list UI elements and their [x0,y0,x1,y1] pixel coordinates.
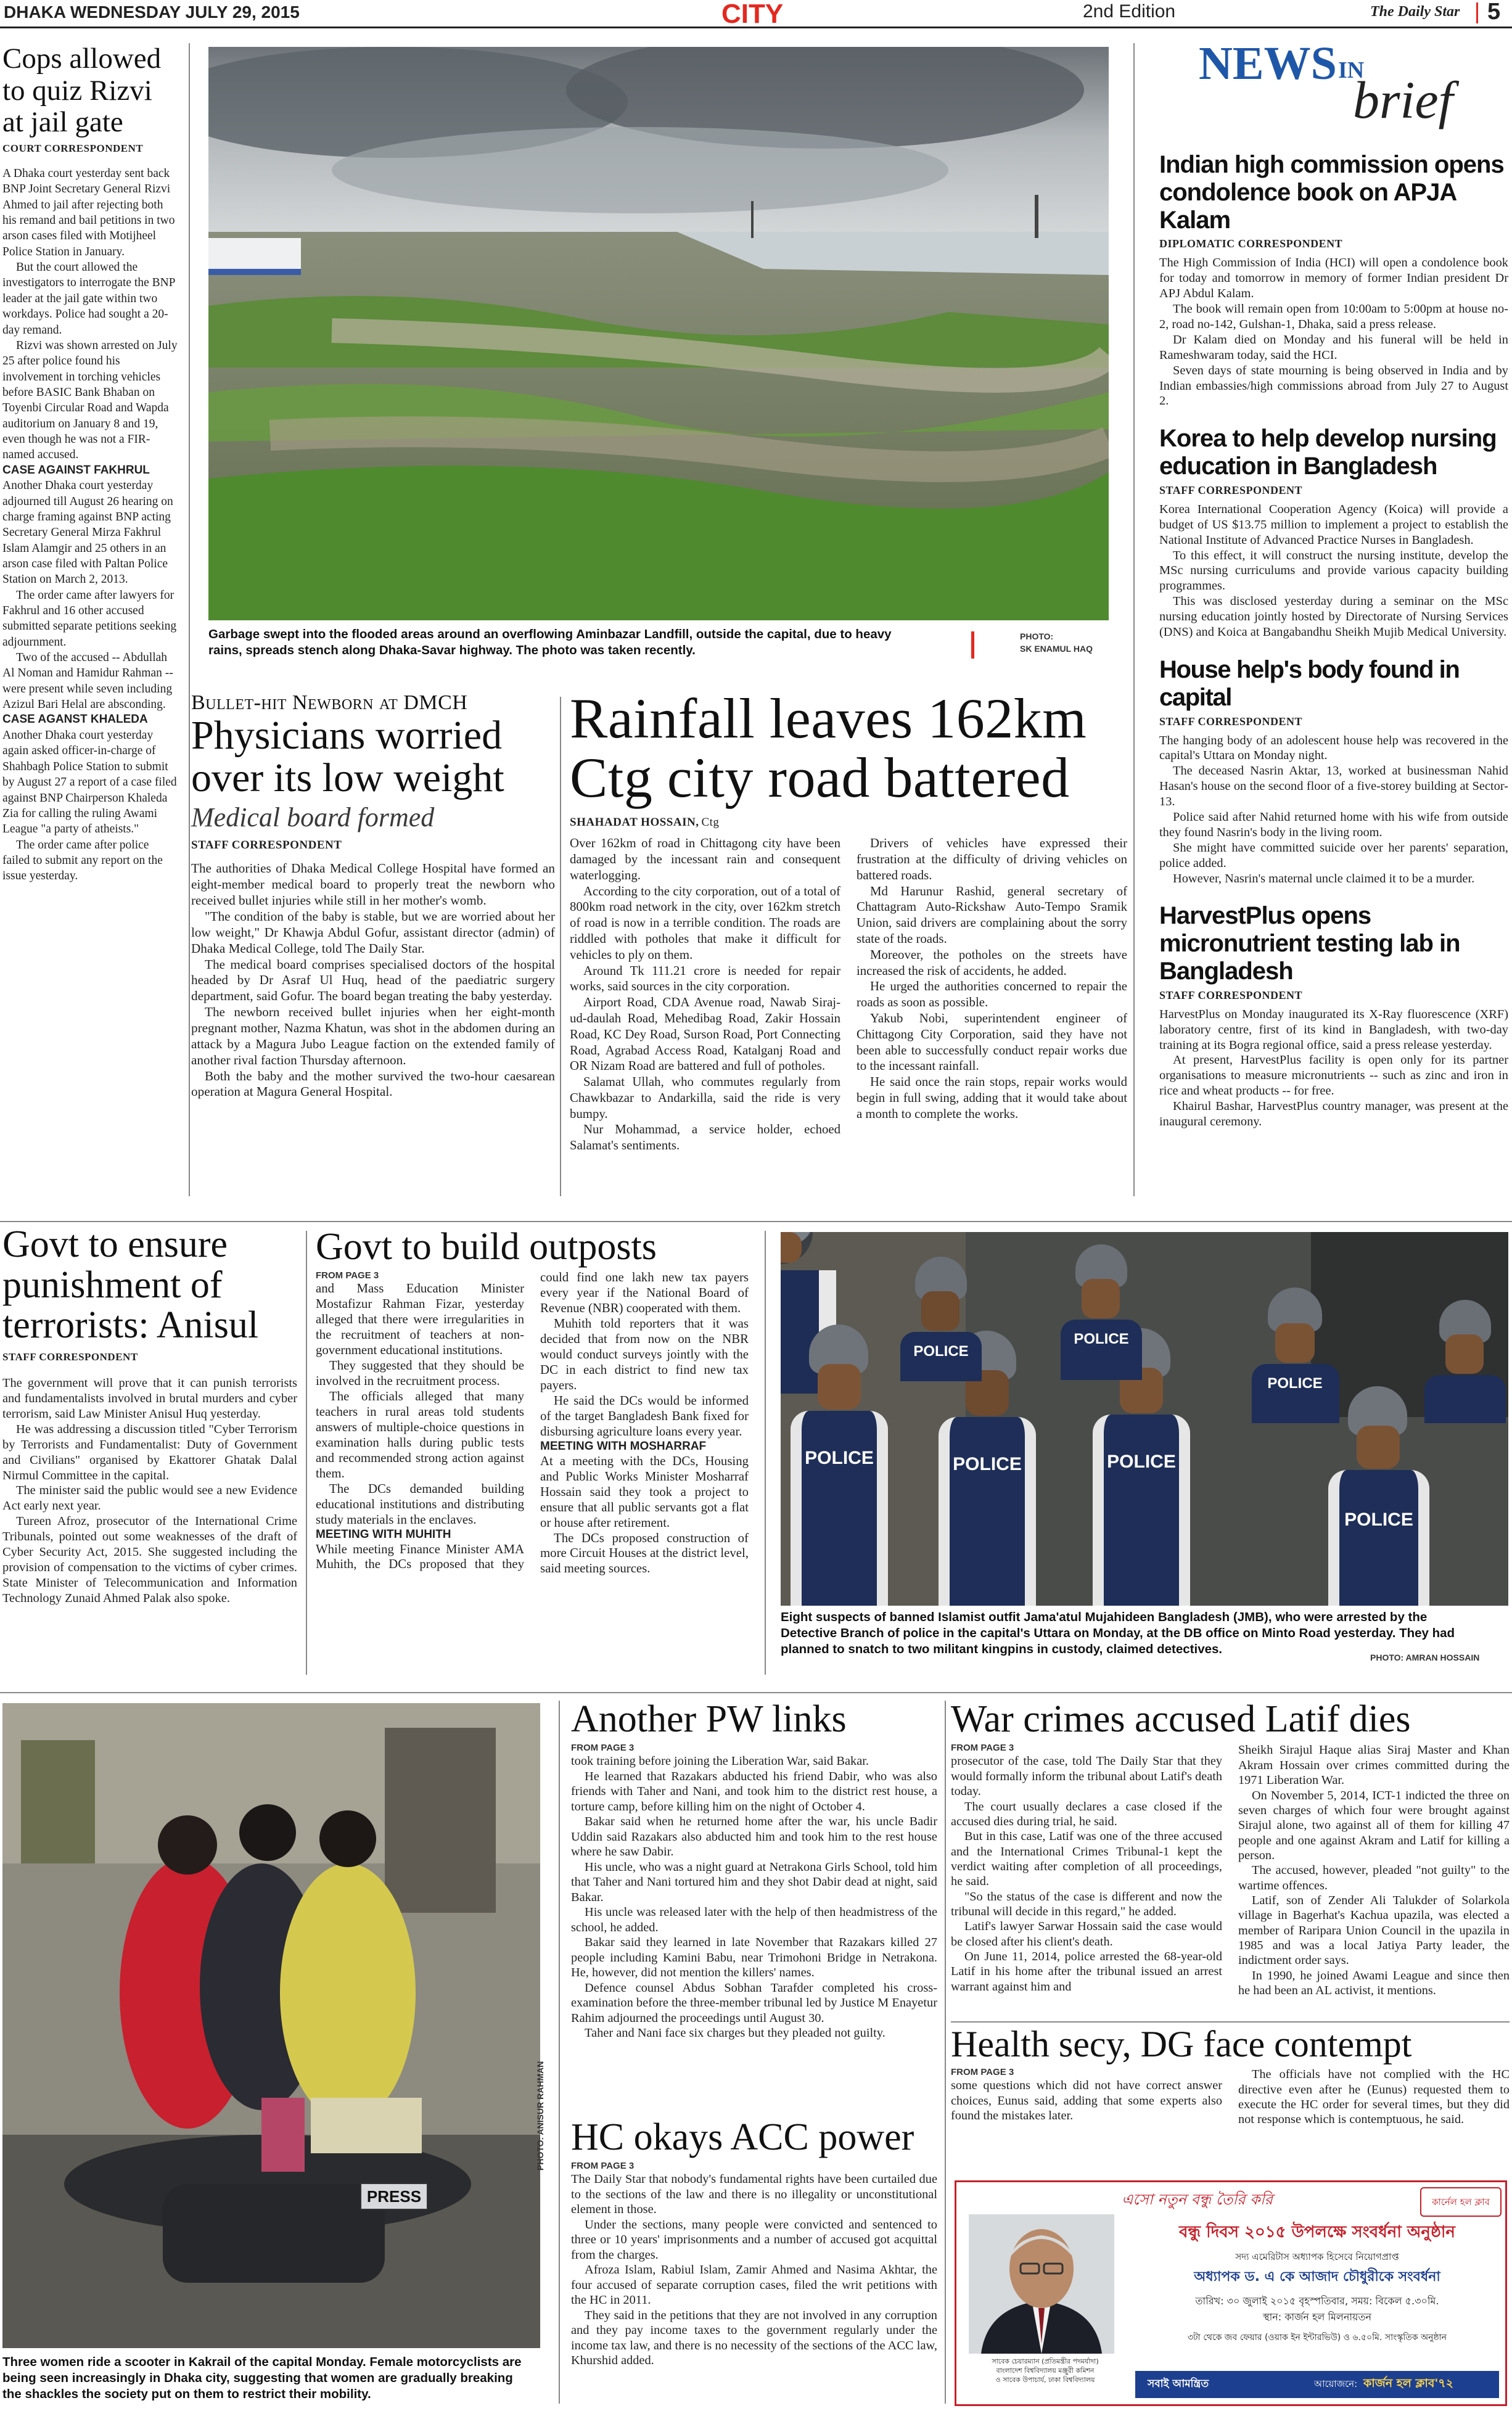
newborn-deck: Medical board formed [191,802,435,832]
nib-househelp-headline: House help's body found in capital [1159,655,1460,711]
jmb-photo [781,1232,1508,1606]
rain-headline: Rainfall leaves 162km Ctg city road battered [570,687,1087,809]
nib-story-korea: Korea to help develop nursing education in Bangladesh STAFF CORRESPONDENT Korea International Cooperation Agency (Koica) will provide a budget of US $13.75 million to implement a project to establish the National Institute of Advanced Practice Nurses in Bangladesh. To this effect, it will construct the nursing institute, develop the MSc nursing curriculums and provide various capacity building programmes. This was disclosed yesterday during a seminar on the MSc nursing education jointly hosted by Directorate of Nursing Services (DNS) and Koica at Bangabandhu Sheikh Mujib Medical University. [1159,425,1508,639]
health-story [951,2025,1510,2127]
pw-story [571,1699,937,2041]
ad-organizer: কার্জন হল ক্লাব'৭২ [1363,2376,1453,2390]
rain-body: Over 162km of road in Chittagong city have been damaged by the incessant rain and consequent waterlogging. According to the city corporation, out of a total of 800km road network in the city, over 162km stretch of road is now in a terrible condition. The roads are riddled with potholes that make it difficult for vehicles to ply on them. Around Tk 111.21 crore is needed for repair works, said sources in the city corporation. Airport Road, CDA Avenue road, Nawab Siraj-ud-daulah Road, Mehedibag Road, Zakir Hossain Road, KC Dey Road, Surson Road, Port Connecting Road, Agrabad Access Road, Katalganj Road and OR Nizam Road are battered and full of potholes. Salamat Ullah, who commutes regularly from Chawkbazar to Andarkilla, said the ride is very bumpy. Nur Mohammad, a service holder, echoed Salamat's sentiments. Drivers of vehicles have expressed their frustration at the difficulty of driving vehicles on battered roads. Md Harunur Rashid, general secretary of Chattagram Auto-Rickshaw Auto-Tempo Sramik Union, said drivers are complaining about the sorry state of the roads. Moreover, the potholes on the streets have increased the risk of accidents, he added. He urged the authorities concerned to repair the roads as soon as possible. Yakub Nobi, superintendent engineer of Chittagong City Corporation, said they have not been able to successfully conduct repair works due to the incessant rainfall. He said once the rain stops, repair works would begin in full swing, adding that it would take about a month to complete the works. [570,836,1127,1153]
nib-title-news: NEWS [1199,38,1337,89]
scooter-photo [2,1703,540,2348]
ad-portrait [969,2214,1114,2354]
nib-title-brief: brief [1353,70,1453,129]
nib-story-harvestplus: HarvestPlus opens micronutrient testing lab in Bangladesh STAFF CORRESPONDENT HarvestPlus on Monday inaugurated its X-Ray fluorescence (XRF) laboratory centre, first of its kind in Bangladesh, with two-day training at its Bogra regional office, said a press release yesterday. At present, HarvestPlus facility is open only for its partner organisations to measure micronutrients -- such as zinc and iron in rice and wheat products -- for free. Khairul Bashar, HarvestPlus country manager, was present at the inaugural ceremony. [1159,902,1508,1129]
ad-organizer-label: আয়োজনে: [1314,2378,1358,2389]
acc-story [571,2117,937,2368]
newborn-headline: Physicians worried over its low weight [191,713,504,800]
rizvi-story [2,43,179,884]
latif-body: FROM PAGE 3 prosecutor of the case, told The Daily Star that they would formally inform the tribunal about Latif's death today. The court usually declares a case closed if the accused dies during trial, he said. But in this case, Latif was one of the three accused and the International Crimes Tribunal-1 kept the verdict waiting after completion of all proceedings, he said. "So the status of the case is different and now the tribunal will decide in this regard," he added. Latif's lawyer Sarwar Hossain said the case would be closed after his client's death. On June 11, 2014, police arrested the 68-year-old Latif in his home after the tribunal issued an arrest warrant against him and Sheikh Sirajul Haque alias Siraj Master and Khan Akram Hossain over crimes committed during the 1971 Liberation War. On November 5, 2014, ICT-1 indicted the three on seven charges of which four were brought against Sirajul alone, two against all of them for killing 47 people and one against Akram and Latif for killing a person. The accused, however, pleaded "not guilty" to the wartime offences. Latif, son of Zender Ali Talukder of Solarkola village in Bagerhat's Kachua upazila, was elected a member of Raripara Union Council in the upazila in 1985 and was a local Jatiya Party leader, the indictment order says. In 1990, he joined Awami League and since then he had been an AL activist, it mentions. [951,1743,1510,1997]
ad-tagline: এসো নতুন বন্ধু তৈরি করি [1122,2191,1273,2208]
scooter-credit: PHOTO: ANISUR RAHMAN [535,2061,545,2171]
section-title: CITY [721,0,784,29]
page-separator [1476,2,1478,23]
pw-body: FROM PAGE 3 took training before joining the Liberation War, said Bakar. He learned that Razakars abducted his friend Dabir, who was also friends with Taher and Nani, and took him to the district rest house, a torture camp, before killing him on the night of October 4. Bakar said when he returned home after the war, his uncle Badir Uddin said Razakars also abducted him and took him to the rest house where he saw Dabir. His uncle, who was a night guard at Netrakona Girls School, told him that Taher and Nani tortured him and they shot Dabir dead at night, said Bakar. His uncle was released later with the help of then headmistress of the school, he added. Bakar said they learned in late November that Razakars killed 27 people including Kamini Babu, near Trimohoni Bridge in Netrakona. He, however, did not mention the killers' names. Defence counsel Abdus Sobhan Tarafder completed his cross-examination before the three-member tribunal led by Justice M Enayetur Rahim adjourned the proceedings until August 30. Taher and Nani face six charges but they pleaded not guilty. [571,1743,937,2040]
caption-marker [971,631,974,659]
edition-label: 2nd Edition [1083,1,1176,22]
advertisement [955,2180,1507,2406]
column-rule [765,1231,766,1675]
suspect [1249,1288,1342,1423]
rizvi-headline: Cops allowed to quiz Rizvi at jail gate [2,43,162,139]
landfill-credit-name: SK ENAMUL HAQ [1020,644,1093,654]
suspect [787,1325,892,1606]
nib-story-kalam: Indian high commission opens condolence book on APJA Kalam DIPLOMATIC CORRESPONDENT The High Commission of India (HCI) will open a condolence book for today and tomorrow in memory of former Indian president Dr APJ Abdul Kalam. The book will remain open from 10:00am to 5:00pm at house no-2, road no-142, Gulshan-1, Dhaka, said a press release. Dr Kalam died on Monday and his funeral will be held in Rameshwaram today, said the HCI. Seven days of state mourning is being observed in India and by Indian embassies/high commissions abroad from July 27 to August 2. [1159,151,1508,408]
ad-portrait-caption: সাবেক চেয়ারম্যান (প্রতিমন্ত্রীর পদমর্যাদা) বাংলাদেশ বিশ্ববিদ্যালয় মঞ্জুরী কমিশন ও সাবেক উপাচার্য, ঢাকা বিশ্ববিদ্যালয় [992,2357,1099,2384]
acc-headline: HC okays ACC power [571,2116,914,2158]
vest-label: POLICE [1267,1375,1323,1392]
column-rule [945,1701,946,2404]
nib-column [1159,151,1508,1130]
license-plate: PRESS [360,2183,428,2210]
pw-headline: Another PW links [571,1698,847,1740]
anisul-body: The government will prove that it can punish terrorists and fundamentalists involved in brutal murders and cyber terrorism, said Law Minister Anisul Huq yesterday. He was addressing a discussion titled "Cyber Terrorism by Terrorists and Fundamentalist: Duty of Government and Civilians" organised by Ekattorer Ghatak Dalal Nirmul Committee in the capital. The minister said the public would see a new Evidence Act early next year. Tureen Afroz, prosecutor of the International Crime Tribunals, pointed out some weaknesses of the draft of Cyber Security Act, 2015. She suggested including the provision of compensation to the victims of cyber crimes. State Minister of Telecommunication and Information Technology Zunaid Ahmed Palak also spoke. [2,1376,297,1605]
anisul-byline: STAFF CORRESPONDENT [2,1351,138,1363]
landfill-credit-label: PHOTO: [1020,631,1054,641]
landfill-photo [208,47,1109,620]
column-rule [560,697,561,1196]
health-body: FROM PAGE 3 some questions which did not have correct answer choices, Eunus said, adding that some experts also found the mistakes later. The officials have not complied with the HC directive even after he (Eunus) requested them to execute the HC order for several times, but they did not response which is contemptuous, he said. [951,2067,1510,2127]
section-rule [0,1692,1512,1693]
ad-date: তারিখ: ৩০ জুলাই ২০১৫ বৃহস্পতিবার, সময়: বিকেল ৫.৩০মি. [1195,2295,1439,2307]
health-headline: Health secy, DG face contempt [951,2024,1412,2064]
ad-honoree: অধ্যাপক ড. এ কে আজাদ চৌধুরীকে সংবর্ধনা [1194,2269,1440,2285]
nib-korea-headline: Korea to help develop nursing education in Bangladesh [1159,425,1497,480]
column-rule [559,1701,560,2404]
vest-label: POLICE [1107,1452,1176,1472]
outposts-body: FROM PAGE 3 and Mass Education Minister Mostafizur Rahman Fizar, yesterday alleged that there were irregularities in the recruitment of teachers at non-government educational institutions. They suggested that they should be involved in the recruitment process. The officials alleged that many teachers in rural areas told students answers of multiple-choice questions in examination halls during public tests and recommended strong action against them. The DCs demanded building educational institutions and distributing study materials in the enclaves. MEETING WITH MUHITH While meeting Finance Minister AMA Muhith, the DCs proposed that they could find one lakh new tax payers every year if the National Board of Revenue (NBR) cooperated with them. Muhith told reporters that it was decided that from now on the NBR would conduct surveys jointly with the DC in each district to find new tax payers. He said the DCs would be informed of the target Bangladesh Bank fixed for disbursing agriculture loans every year. MEETING WITH MOSHARRAF At a meeting with the DCs, Housing and Public Works Minister Mosharraf Hossain said they took a project to ensure that all public servants got a flat or house after retirement. The DCs proposed construction of more Circuit Houses at the district level, said meeting sources. [316,1270,749,1576]
suspect [1058,1244,1144,1380]
paper-name: The Daily Star [1370,4,1460,20]
acc-body: FROM PAGE 3 The Daily Star that nobody's fundamental rights have been curtailed due to the sections of the law and there is no illegality or unconstitutional element in those. Under the sections, many people were convicted and sentenced to three or 10 years' imprisonments and a number of accused got acquittal from the charges. Afroza Islam, Rabiul Islam, Zamir Ahmed and Nasima Akhtar, the four accused of separate corruption cases, filed the writ petitions with the HC in 2011. They said in the petitions that they are not involved in any corruption and they pay income taxes to the government regularly under the income tax law, and there is no necessity of the sections of the ACC law, Khurshid added. [571,2161,937,2368]
suspect [1422,1300,1508,1423]
rain-story [570,689,1127,1154]
outposts-headline: Govt to build outposts [316,1226,657,1268]
section-rule [0,1221,1512,1222]
ad-invite: সবাই আমন্ত্রিত [1148,2378,1209,2390]
rain-byline: SHAHADAT HOSSAIN, Ctg [570,816,720,829]
vest-label: POLICE [805,1448,874,1468]
nib-harvestplus-headline: HarvestPlus opens micronutrient testing lab in Bangladesh [1159,902,1460,985]
suspect [898,1257,984,1380]
nib-title [1199,37,1495,136]
nib-title-in: IN [1338,57,1365,83]
latif-story [951,1699,1510,1998]
ad-club-badge: কার্নেল হল ক্লাব [1420,2187,1502,2217]
rizvi-byline: COURT CORRESPONDENT [2,142,144,155]
newborn-body: The authorities of Dhaka Medical College Hospital have formed an eight-member medical board to properly treat the newborn who received bullet injuries while still in her mother's womb. "The condition of the baby is stable, but we are worried about her low weight," Dr Khawja Abdul Gofur, assistant director (admin) of Dhaka Medical College, told The Daily Star. The medical board comprises specialised doctors of the hospital headed by Dr Asraf Ul Huq, head of the paediatric surgery department, said Gofur. The board began treating the baby yesterday. The newborn received bullet injuries when her eight-month pregnant mother, Nazma Khatun, was shot in the abdomen during an attack by a Magura Jubo League faction on the extended family of another rival faction Thursday afternoon. Both the baby and the mother survived the two-hour caesarean operation at Magura General Hospital. [191,861,555,1099]
jmb-credit: PHOTO: AMRAN HOSSAIN [1370,1653,1480,1662]
column-rule [189,43,190,1196]
newborn-byline: STAFF CORRESPONDENT [191,839,342,852]
newborn-story [191,692,555,1100]
newborn-kicker: Bullet-hit Newborn at DMCH [191,691,468,714]
ad-program: ৩টা থেকে জব ফেয়ার (ওয়াক ইন ইন্টারভিউ) ও ৬.৫০মি. সাংস্কৃতিক অনুষ্ঠান [1187,2333,1447,2343]
anisul-headline: Govt to ensure punishment of terrorists: Anisul [2,1223,259,1347]
vest-label: POLICE [1074,1331,1129,1347]
landfill-caption: Garbage swept into the flooded areas around an overflowing Aminbazar Landfill, outside the capital, due to heavy rains, spreads stench along Dhaka-Savar highway. The photo was taken recently. [208,627,892,658]
scooter-photo-image [2,1703,540,2348]
suspects [781,1232,1508,1606]
nib-kalam-headline: Indian high commission opens condolence book on APJA Kalam [1159,151,1504,234]
ad-event-title: বন্ধু দিবস ২০১৫ উপলক্ষে সংবর্ধনা অনুষ্ঠান [1179,2223,1455,2241]
rizvi-body: A Dhaka court yesterday sent back BNP Joint Secretary General Rizvi Ahmed to jail after rejecting both his remand and bail petitions in two arson cases filed with Motijheel Police Station in January. But the court allowed the investigators to interrogate the BNP leader at the jail gate within two workdays. Police had sought a 20-day remand. Rizvi was shown arrested on July 25 after police found his involvement in torching vehicles before BASIC Bank Bhaban on Toyenbi Circular Road and Wapda auditorium on January 8 and 19, even though he was not a FIR-named accused. CASE AGAINST FAKHRUL Another Dhaka court yesterday adjourned till August 26 hearing on charge framing against BNP acting Secretary General Mirza Fakhrul Islam Alamgir and 25 others in an arson case filed with Paltan Police Station on March 2, 2013. The order came after lawyers for Fakhrul and 16 other accused submitted separate petitions seeking adjournment. Two of the accused -- Abdullah Al Noman and Hamidur Rahman -- were present while seven including Azizul Bari Helal are absconding. CASE AGANST KHALEDA Another Dhaka court yesterday again asked officer-in-charge of Shahbagh Police Station to submit by August 27 a report of a case filed against BNP Chairperson Khaleda Zia for calling the ruling Awami League "a party of atheists." The order came after police failed to submit any report on the issue yesterday. [2,167,178,883]
scooter-caption: Three women ride a scooter in Kakrail of the capital Monday. Female motorcyclists are being seen increasingly in Dhaka city, suggesting that women are gradually breaking the shackles the society put on them to restrict their mobility. [2,2355,522,2402]
column-rule [1133,43,1135,1196]
dateline: DHAKA WEDNESDAY JULY 29, 2015 [4,2,300,22]
masthead [0,0,1512,28]
outposts-story [316,1227,749,1577]
ad-portrait-image [969,2214,1114,2354]
nib-story-househelp: House help's body found in capital STAFF CORRESPONDENT The hanging body of an adolescent house help was recovered in the capital's Uttara on Monday night. The deceased Nasrin Aktar, 13, worked at businessman Nahid Hasan's house on the second floor of a five-storey building at Sector-13. Police said after Nahid returned home with his wife from outside they found Nasrin's body in the living room. She might have committed suicide over her parents' separation, police added. However, Nasrin's maternal uncle claimed it to be a murder. [1159,655,1508,885]
column-rule [306,1231,307,1675]
landfill-photo-image [208,47,1109,620]
jmb-caption: Eight suspects of banned Islamist outfit Jama'atul Mujahideen Bangladesh (JMB), who were arrested by the Detective Branch of police in the capital's Uttara on Monday, at the DB office on Minto Road yesterday. They had planned to snatch to two militant kingpins in custody, claimed detectives. [781,1610,1455,1657]
latif-headline: War crimes accused Latif dies [951,1698,1411,1740]
vest-label: POLICE [1344,1509,1413,1530]
section-rule [951,2021,1510,2023]
ad-subline: সদ্য এমেরিটাস অধ্যাপক হিসেবে নিয়োগপ্রাপ্ত [1235,2251,1399,2262]
vest-label: POLICE [953,1454,1022,1474]
anisul-story [2,1225,297,1606]
vest-label: POLICE [913,1343,969,1360]
ad-venue: স্থান: কার্জন হল মিলনায়তন [1262,2311,1371,2323]
page-number: 5 [1487,0,1501,25]
